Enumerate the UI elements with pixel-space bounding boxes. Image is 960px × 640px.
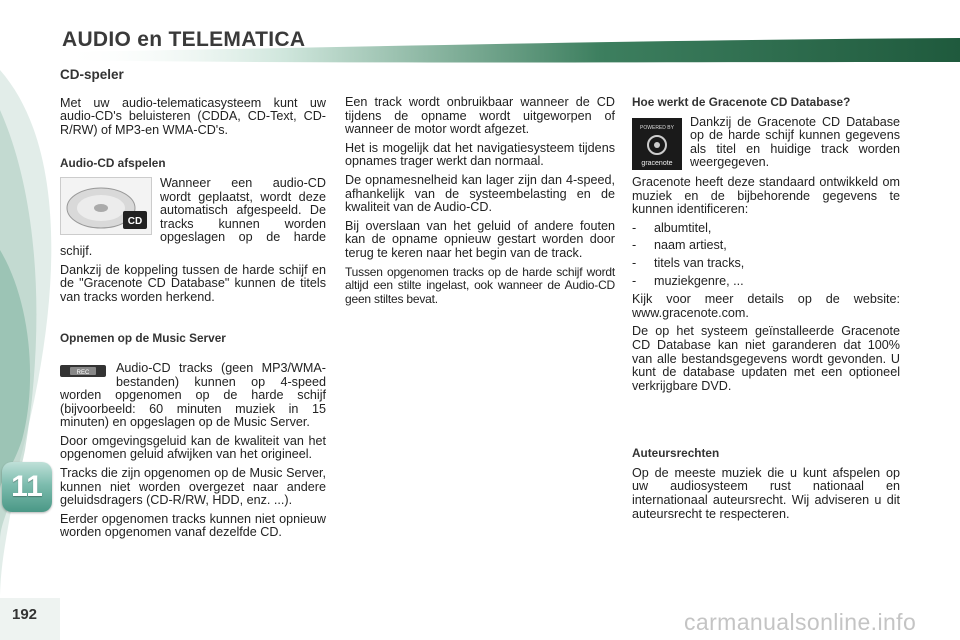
recording-text: Audio-CD tracks (geen MP3/WMA-bestanden) kunnen op 4-speed worden opgenomen op de harde schijf (bijvoorbeeld: 60 minuten muziek in 15 minuten) en opgeslagen op de Music Server. — [60, 360, 326, 430]
website-paragraph: Kijk voor meer details op de website: www.gracenote.com. — [632, 292, 900, 320]
gracenote-standard-paragraph: Gracenote heeft deze standaard ontwikkeld om muziek en de bijbehorende gegevens te kunnen identificeren: — [632, 174, 900, 217]
col2-paragraph-2: Het is mogelijk dat het navigatiesysteem tijdens opnames trager werkt dan normaal. — [345, 140, 615, 169]
copyright-title: Auteursrechten — [632, 446, 720, 461]
rec-button-icon — [60, 365, 106, 377]
column-1 — [60, 68, 326, 545]
column-2 — [345, 96, 615, 311]
gracenote-text: Dankzij de Gracenote CD Database op de harde schijf kunnen gegevens als titel en huidige track worden weergegeven. — [690, 114, 900, 170]
database-paragraph: De op het systeem geïnstalleerde Gracenote CD Database kan niet garanderen dat 100% van alle bestandsgegevens wordt gevonden. U kunt de database updaten met een optioneel verkrijgbare DVD. — [632, 324, 900, 393]
transfer-paragraph: Tracks die zijn opgenomen op de Music Server, kunnen niet worden overgezet naar andere geluidsdragers (CD-R/RW, HDD, enz. ...). — [60, 466, 326, 508]
svg-text:CD: CD — [127, 215, 143, 227]
rec-paragraph — [60, 362, 326, 430]
watermark: carmanualsonline.info — [684, 609, 917, 635]
cd-play-text: Wanneer een audio-CD wordt geplaatst, wordt deze automatisch afgespeeld. De tracks kunnen worden opgeslagen op de harde schijf. — [60, 175, 326, 258]
col2-paragraph-4: Bij overslaan van het geluid of andere fouten kan de opname opnieuw gestart worden door terug te keren naar het begin van de track. — [345, 218, 615, 260]
chapter-number: 11 — [11, 470, 43, 503]
svg-text:gracenote: gracenote — [641, 159, 673, 167]
list-item: - muziekgenre, ... — [632, 273, 744, 288]
page-number: 192 — [12, 606, 38, 623]
gracenote-paragraph — [632, 116, 900, 170]
svg-text:REC: REC — [76, 369, 90, 376]
intro-paragraph: Met uw audio-telematicasysteem kunt uw audio-CD's beluisteren (CDDA, CD-Text, CD-R/RW) of MP3-en WMA-CD's. — [60, 95, 326, 137]
svg-text:POWERED BY: POWERED BY — [640, 124, 674, 131]
column-3 — [632, 96, 900, 526]
gracenote-link-paragraph: Dankzij de koppeling tussen de harde schijf en de "Gracenote CD Database" kunnen de titels van tracks worden herkend. — [60, 262, 326, 304]
col2-paragraph-5: Tussen opgenomen tracks op de harde schijf wordt altijd een stilte ingelast, ook wanneer de Audio-CD geen stiltes bevat. — [345, 264, 615, 306]
data-list — [632, 222, 900, 288]
list-item: - albumtitel, — [632, 220, 712, 235]
col2-paragraph-3: De opnamesnelheid kan lager zijn dan 4-speed, afhankelijk van de systeembelasting en de kwaliteit van de Audio-CD. — [345, 172, 615, 215]
subsection-title-audio-cd: Audio-CD afspelen — [60, 156, 166, 171]
section-title: CD-speler — [60, 67, 124, 82]
list-item: - naam artiest, — [632, 238, 727, 253]
rerecord-paragraph: Eerder opgenomen tracks kunnen niet opnieuw worden opgenomen vanaf dezelfde CD. — [60, 511, 326, 540]
subsection-title-music-server: Opnemen op de Music Server — [60, 331, 226, 346]
col2-paragraph-1: Een track wordt onbruikbaar wanneer de CD tijdens de opname wordt uitgeworpen of wanneer de motor wordt afgezet. — [345, 95, 615, 137]
copyright-paragraph: Op de meeste muziek die u kunt afspelen op uw audiosysteem rust nationaal en internationaal auteursrecht. Wij adviseren u dit auteursrecht te respecteren. — [632, 465, 900, 521]
list-item: - titels van tracks, — [632, 255, 745, 270]
cd-icon — [60, 177, 152, 235]
gracenote-title: Hoe werkt de Gracenote CD Database? — [632, 95, 851, 109]
cd-paragraph — [60, 177, 326, 259]
page-title: AUDIO en TELEMATICA — [62, 28, 306, 51]
ambient-noise-paragraph: Door omgevingsgeluid kan de kwaliteit van het opgenomen geluid afwijken van het origineel. — [60, 433, 326, 462]
gracenote-logo — [632, 118, 682, 170]
